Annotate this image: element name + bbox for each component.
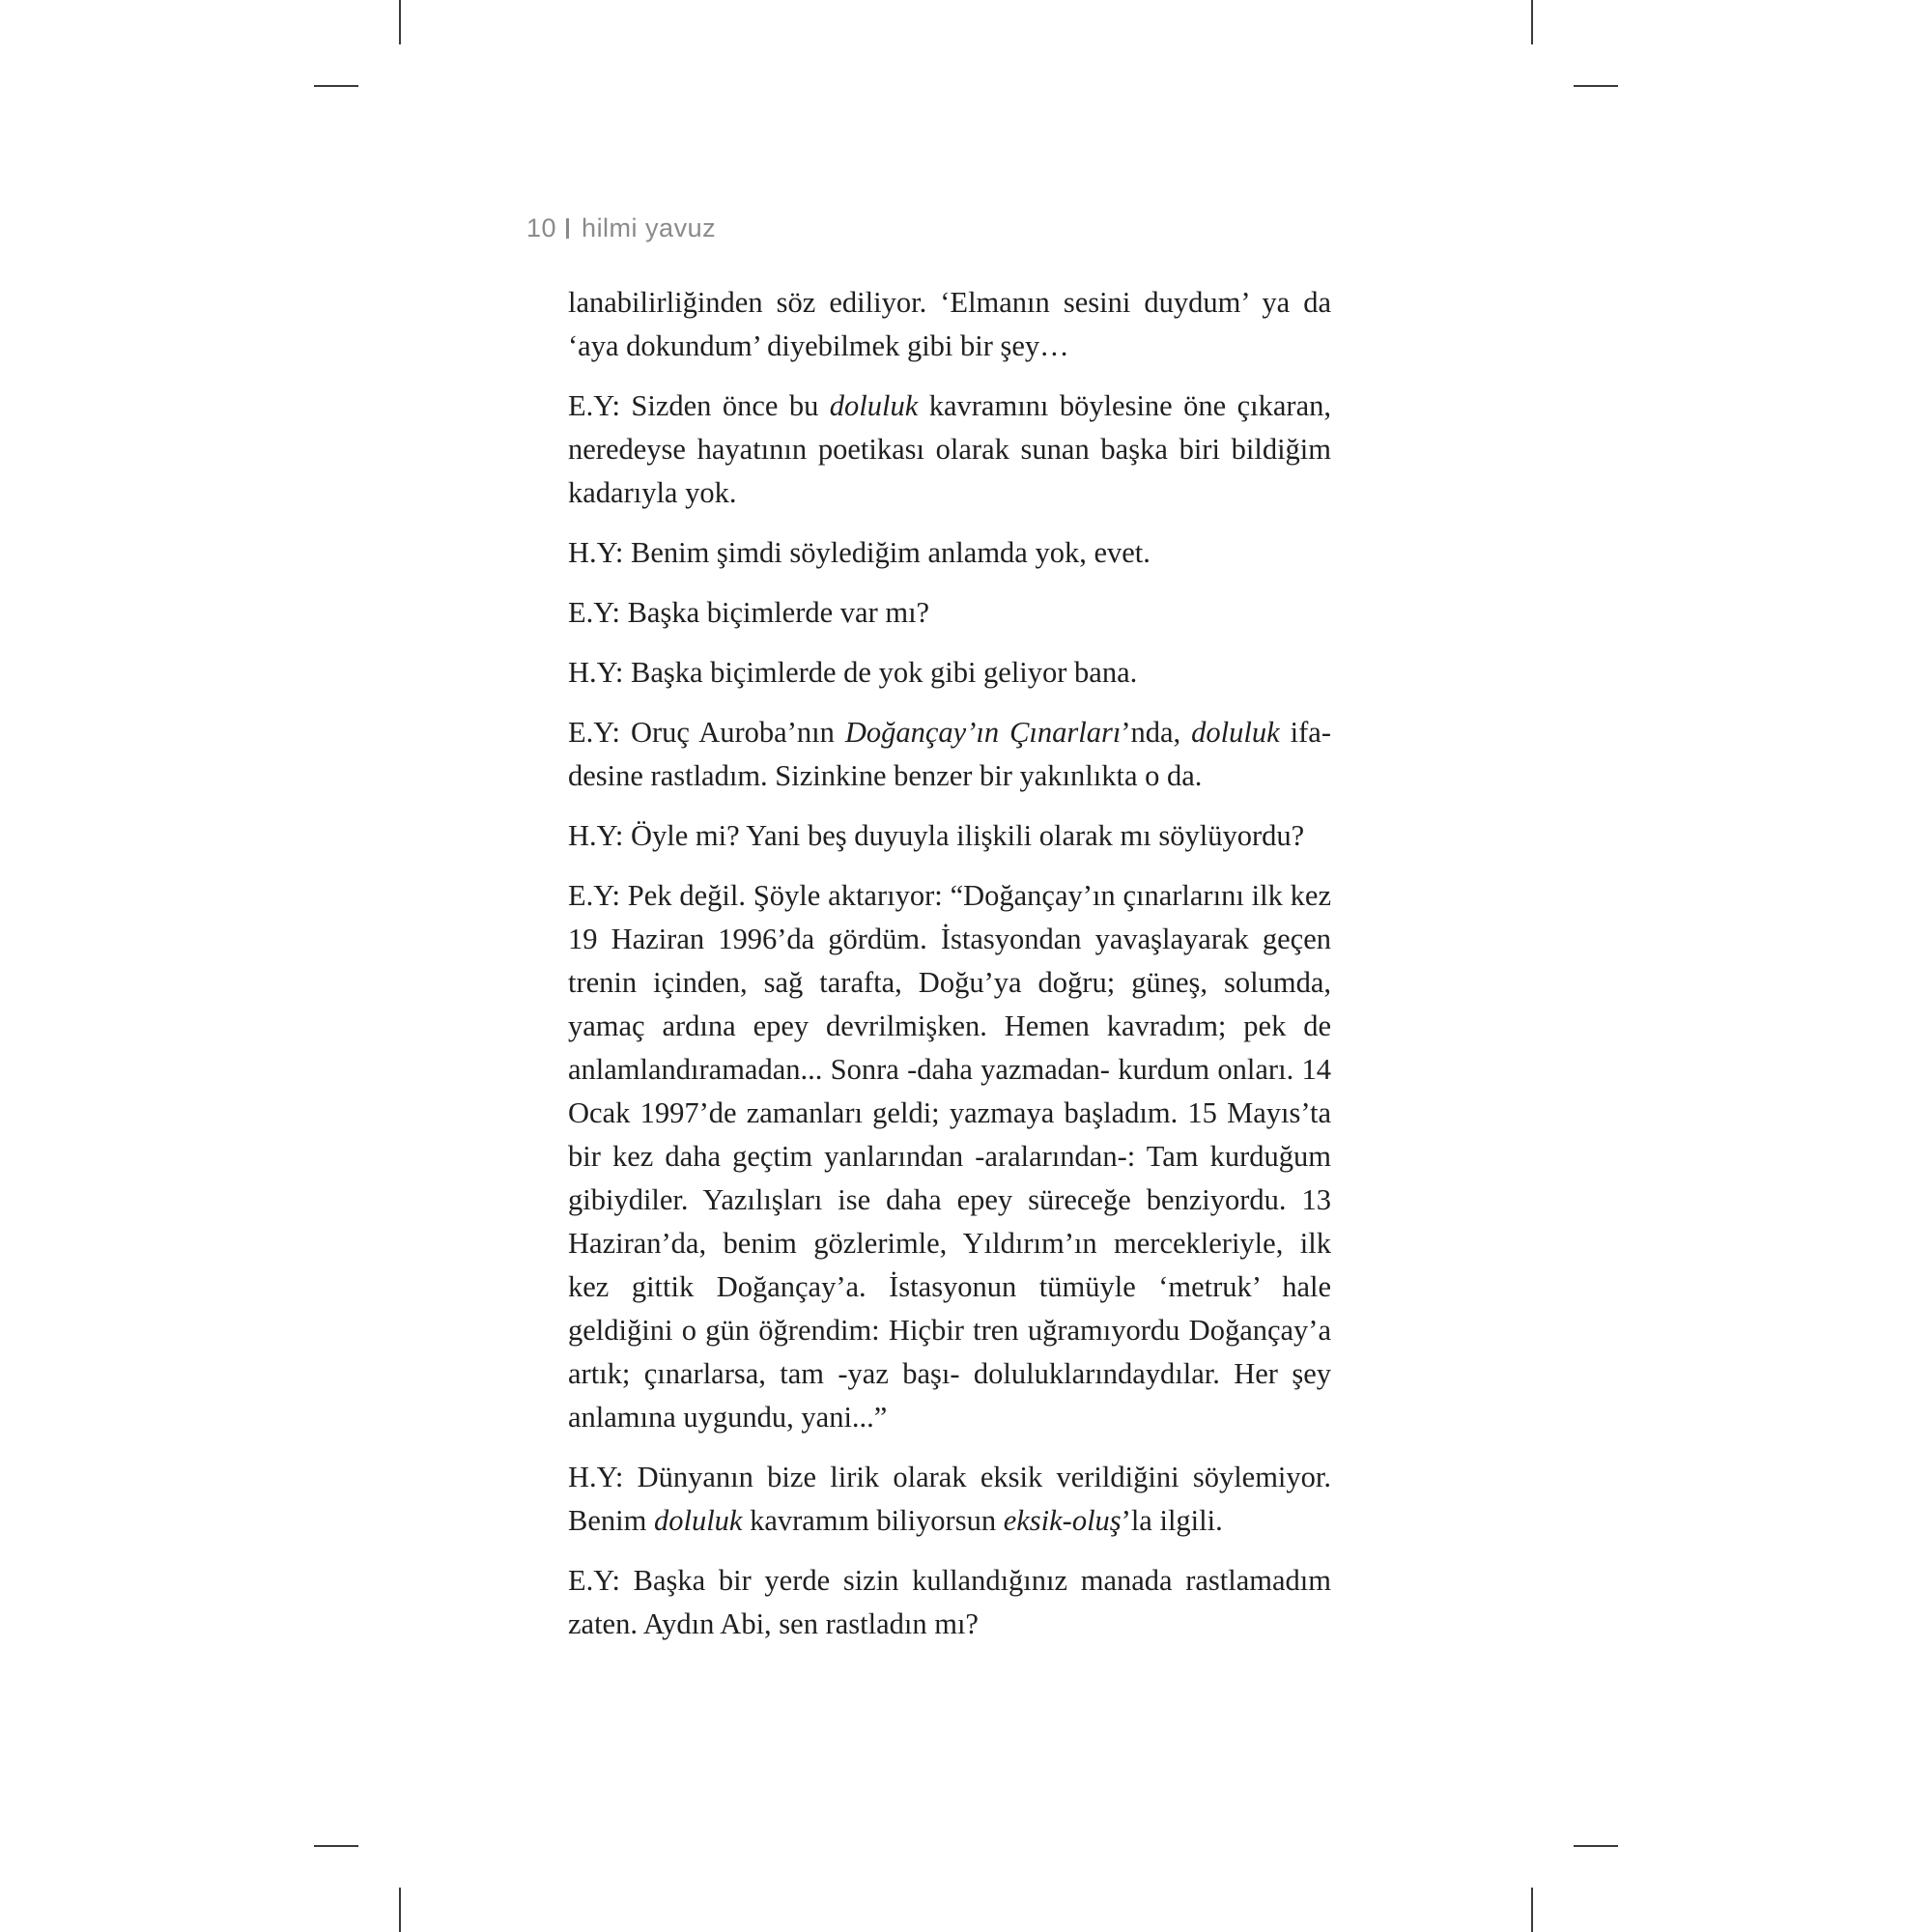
crop-mark-bottom-left [399, 1888, 401, 1932]
crop-mark-left-top [314, 85, 358, 87]
italic-term: doluluk [1191, 716, 1280, 749]
running-head-author: hilmi yavuz [582, 213, 717, 242]
text-run: ’la ilgili. [1121, 1504, 1223, 1537]
paragraph [568, 1456, 1331, 1543]
text-run: E.Y: Sizden önce bu [568, 389, 830, 422]
text-run: kavramım biliyorsun [742, 1504, 1004, 1537]
paragraph [568, 591, 1331, 635]
page-number: 10 [526, 213, 557, 242]
italic-term: doluluk [829, 389, 919, 422]
text-run: E.Y: Oruç Auroba’nın [568, 716, 845, 749]
text-run: H.Y: Başka biçimlerde de yok gibi geliyor bana. [568, 656, 1138, 689]
paragraph [568, 281, 1331, 368]
crop-mark-left-bottom [314, 1845, 358, 1847]
running-head-separator [566, 218, 569, 239]
crop-mark-right-top [1574, 85, 1618, 87]
paragraph [568, 1559, 1331, 1646]
paragraph [568, 531, 1331, 575]
italic-term: Doğançay’ın Çınarları [844, 716, 1122, 749]
paragraph [568, 384, 1331, 515]
text-run: H.Y: Dünyanın bize lirik olarak eksik verildiğini söylemiyor. Benim [568, 1461, 1331, 1537]
text-run: E.Y: Pek değil. Şöyle aktarıyor: “Doğançay’ın çınarlarını ilk kez 19 Haziran 1996’da gördüm. İstasyondan yavaşlayarak geçen trenin içinden, sağ tarafta, Doğu’ya doğru; güneş, solumda, yamaç ardına epey devrilmişken. Hemen kavradım; pek de anlamlandıramadan... Sonra -daha yazmadan- kurdum onları. 14 Ocak 1997’de zamanları geldi; yazmaya başladım. 15 Mayıs’ta bir kez daha geçtim yanlarından -aralarından-: Tam kurduğum gibiydiler. Yazılışları ise daha epey süreceğe benziyordu. 13 Haziran’da, benim gözlerimle, Yıldırım’ın mercekleriyle, ilk kez gittik Doğançay’a. İstasyonun tümüyle ‘metruk’ hale geldiğini o gün öğrendim: Hiçbir tren uğramıyordu Doğançay’a artık; çınarlarsa, tam -yaz başı- doluluklarındaydılar. Her şey anlamına uygundu, yani...” [568, 879, 1331, 1434]
crop-mark-top-left [399, 0, 401, 44]
text-run: H.Y: Öyle mi? Yani beş duyuyla ilişkili olarak mı söylüyordu? [568, 819, 1305, 852]
text-run: H.Y: Benim şimdi söylediğim anlamda yok, evet. [568, 536, 1151, 569]
italic-term: doluluk [653, 1504, 743, 1537]
crop-mark-right-bottom [1574, 1845, 1618, 1847]
text-run: ifadesine rastladım. Sizinkine benzer bir yakınlıkta o da. [568, 716, 1331, 792]
italic-term: eksik-oluş [1003, 1504, 1122, 1537]
text-run: E.Y: Başka bir yerde sizin kullandığınız manada rastlamadım zaten. Aydın Abi, sen rastladın mı? [568, 1564, 1331, 1640]
running-head [526, 213, 716, 243]
paragraph [568, 874, 1331, 1439]
crop-mark-bottom-right [1531, 1888, 1533, 1932]
paragraph [568, 814, 1331, 858]
body-text [568, 281, 1331, 1662]
text-run: E.Y: Başka biçimlerde var mı? [568, 596, 930, 629]
paragraph [568, 711, 1331, 798]
paragraph [568, 651, 1331, 695]
text-run: lanabilirliğinden söz ediliyor. ‘Elmanın sesini duydum’ ya da ‘aya dokundum’ diyebilmek gibi bir şey… [568, 286, 1331, 362]
crop-mark-top-right [1531, 0, 1533, 44]
text-run: ’nda, [1121, 716, 1192, 749]
text-run: kavramını böylesine öne çıkaran, neredeyse hayatının poetikası olarak sunan başka biri bildiğim kadarıyla yok. [568, 389, 1331, 509]
